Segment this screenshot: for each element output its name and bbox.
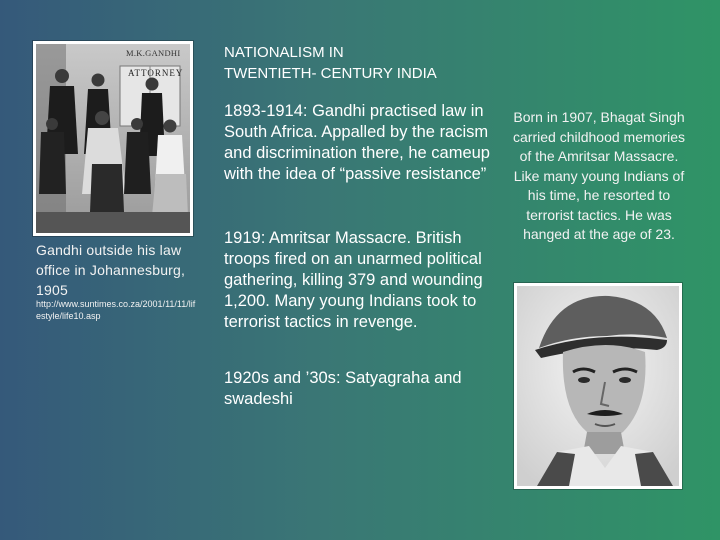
event-year: 1893-1914 (224, 102, 303, 120)
event-text: : Gandhi practised law in South Africa. Appalled by the racism and discrimination there, he cameup with the idea of “passive resistance” (224, 102, 490, 183)
event-1920s-30s (224, 368, 496, 410)
event-text: : Satyagraha and swadeshi (224, 369, 462, 408)
sign-line-1: M.K.GANDHI (126, 48, 181, 58)
photo-source-url: http://www.suntimes.co.za/2001/11/11/lifestyle/life10.asp (36, 299, 196, 321)
event-1893-1914 (224, 101, 496, 185)
event-1919 (224, 228, 496, 333)
bhagat-singh-description: Born in 1907, Bhagat Singh carried childhood memories of the Amritsar Massacre. Like many young Indians of his time, he resorted to terrorist tactics. He was hanged at the age of 23. (513, 109, 685, 242)
gandhi-law-office-photo (33, 41, 193, 236)
gandhi-photo-caption: Gandhi outside his law office in Johannesburg, 1905 (36, 242, 186, 298)
bhagat-singh-portrait (514, 283, 682, 489)
gandhi-photo-image (36, 44, 190, 233)
title-line-2: TWENTIETH- CENTURY INDIA (224, 65, 437, 82)
event-year: 1920s and ’30s (224, 369, 336, 387)
event-text: : Amritsar Massacre. British troops fired on an unarmed political gathering, killing 379 and wounding 1,200. Many young Indians took to terrorist tactics in revenge. (224, 229, 483, 331)
title-line-1: NATIONALISM IN (224, 44, 344, 61)
sign-line-2: ATTORNEY (128, 68, 184, 78)
slide-title (224, 42, 514, 84)
event-year: 1919 (224, 229, 261, 247)
bhagat-singh-image (517, 286, 679, 486)
